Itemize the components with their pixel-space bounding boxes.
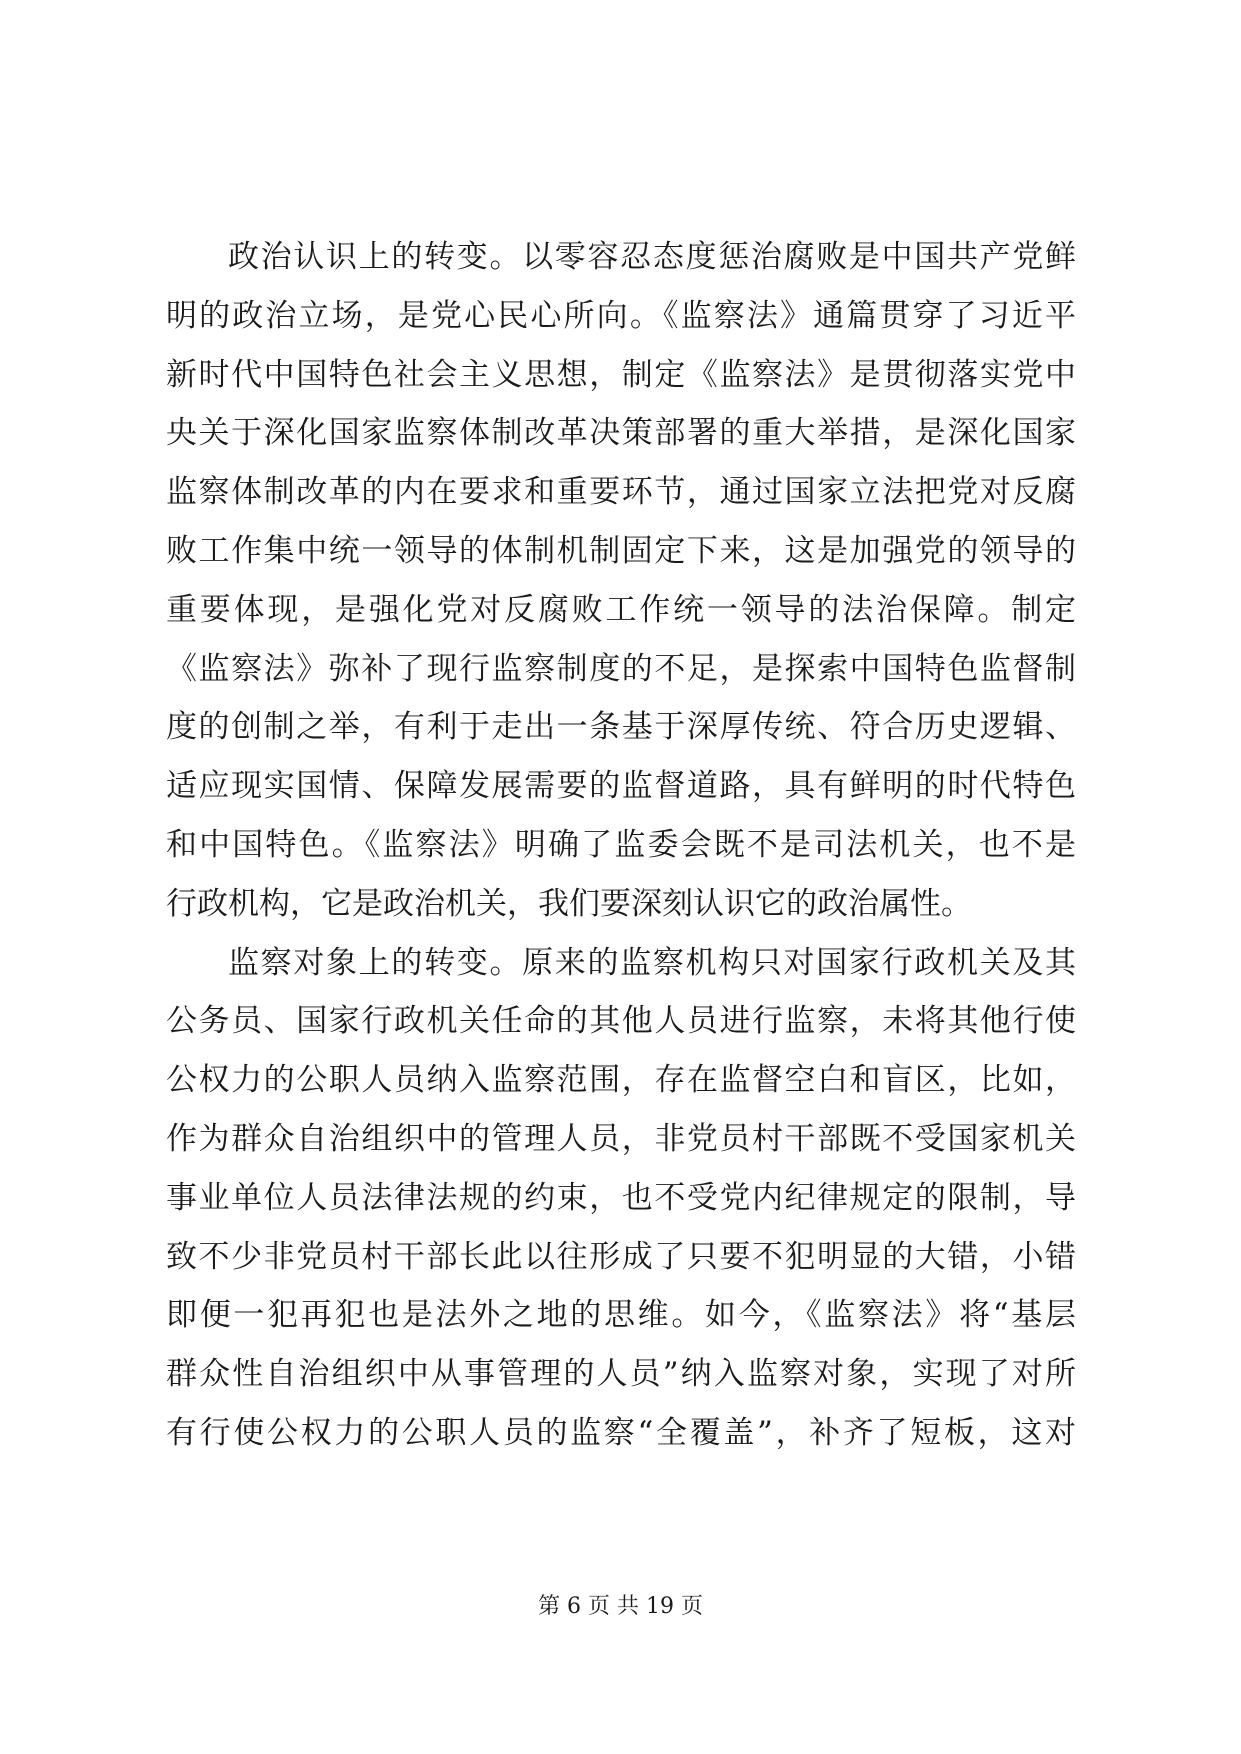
text-line: 致不少非党员村干部长此以往形成了只要不犯明显的大错，小错 (166, 1238, 1076, 1275)
text-line: 明的政治立场，是党心民心所向。《监察法》通篇贯穿了习近平 (166, 297, 1076, 334)
text-line: 度的创制之举，有利于走出一条基于深厚传统、符合历史逻辑、 (166, 709, 1076, 746)
text-line: 败工作集中统一领导的体制机制固定下来，这是加强党的领导的 (166, 532, 1076, 569)
document-body (166, 228, 1076, 1463)
text-line: 监察对象上的转变。原来的监察机构只对国家行政机关及其 (228, 944, 1076, 981)
text-line: 群众性自治组织中从事管理的人员”纳入监察对象，实现了对所 (166, 1356, 1076, 1393)
page-footer: 第 6 页 共 19 页 (538, 1594, 703, 1619)
text-line: 适应现实国情、保障发展需要的监督道路，具有鲜明的时代特色 (166, 768, 1076, 805)
text-line: 有行使公权力的公职人员的监察“全覆盖”，补齐了短板，这对 (166, 1414, 1076, 1451)
text-line: 公务员、国家行政机关任命的其他人员进行监察，未将其他行使 (166, 1003, 1076, 1040)
paragraph-political-awareness (166, 228, 1076, 934)
text-line: 央关于深化国家监察体制改革决策部署的重大举措，是深化国家 (166, 415, 1076, 452)
text-line: 公权力的公职人员纳入监察范围，存在监督空白和盲区，比如， (166, 1062, 1076, 1099)
text-line: 事业单位人员法律法规的约束，也不受党内纪律规定的限制，导 (166, 1179, 1076, 1216)
text-line: 行政机构，它是政治机关，我们要深刻认识它的政治属性。 (166, 885, 972, 922)
text-line: 《监察法》弥补了现行监察制度的不足，是探索中国特色监督制 (166, 650, 1076, 687)
text-line: 监察体制改革的内在要求和重要环节，通过国家立法把党对反腐 (166, 474, 1076, 511)
text-line: 即便一犯再犯也是法外之地的思维。如今，《监察法》将“基层 (166, 1297, 1076, 1334)
text-line: 政治认识上的转变。以零容忍态度惩治腐败是中国共产党鲜 (228, 239, 1076, 275)
paragraph-supervision-targets (166, 934, 1076, 1463)
text-line: 和中国特色。《监察法》明确了监委会既不是司法机关，也不是 (166, 826, 1076, 863)
text-line: 作为群众自治组织中的管理人员，非党员村干部既不受国家机关 (166, 1120, 1076, 1157)
text-line: 重要体现，是强化党对反腐败工作统一领导的法治保障。制定 (166, 591, 1076, 628)
text-line: 新时代中国特色社会主义思想，制定《监察法》是贯彻落实党中 (166, 356, 1076, 393)
